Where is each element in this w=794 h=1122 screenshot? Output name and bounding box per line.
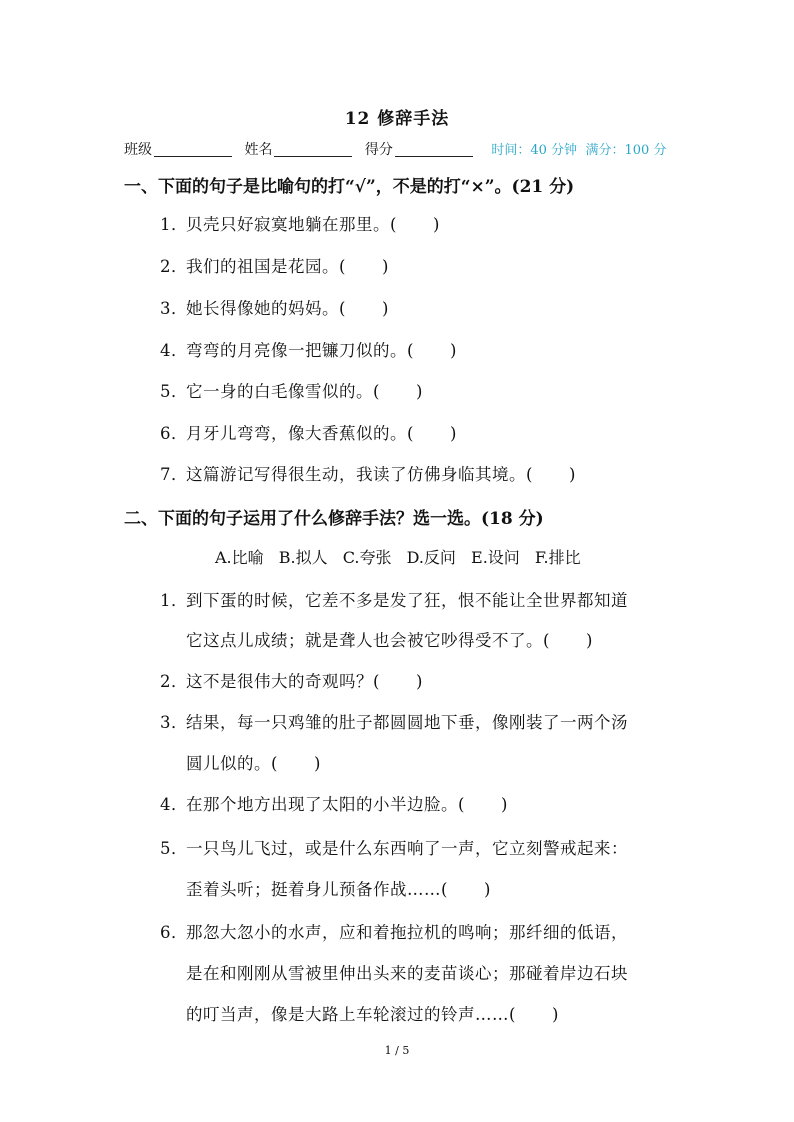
s2-question-4: 4．在那个地方出现了太阳的小半边脸。( ) — [160, 795, 508, 814]
s2-question-6: 6．那忽大忽小的水声，应和着拖拉机的鸣响；那纤细的低语， — [160, 923, 628, 942]
class-label: 班级 — [124, 142, 152, 158]
s2-question-1: 1．到下蛋的时候，它差不多是发了狂，恨不能让全世界都知道 — [160, 591, 628, 610]
name-blank — [274, 142, 352, 157]
s1-question-3: 3．她长得像她的妈妈。( ) — [160, 299, 389, 318]
s1-question-5: 5．它一身的白毛像雪似的。( ) — [160, 382, 423, 401]
section1-heading: 一、下面的句子是比喻句的打“√”，不是的打“×”。(21 分) — [124, 177, 575, 197]
s1-question-1: 1．贝壳只好寂寞地躺在那里。( ) — [160, 215, 440, 234]
option-c: C.夸张 — [342, 548, 392, 567]
answer-options — [215, 545, 591, 568]
time-meta: 时间：40 分钟 — [491, 143, 578, 158]
class-blank — [154, 142, 232, 157]
option-d: D.反问 — [406, 548, 456, 567]
s2-question-1-cont: 它这点儿成绩；就是聋人也会被它吵得受不了。( ) — [186, 631, 593, 650]
score-field — [365, 139, 473, 159]
s2-question-5-cont: 歪着头听；挺着身儿预备作战……( ) — [186, 880, 491, 899]
name-field — [244, 139, 352, 159]
option-b: B.拟人 — [278, 548, 328, 567]
score-blank — [395, 142, 473, 157]
s2-question-6-cont-2: 的叮当声，像是大路上车轮滚过的铃声……( ) — [186, 1005, 559, 1024]
s1-question-4: 4．弯弯的月亮像一把镰刀似的。( ) — [160, 341, 457, 360]
s2-question-3-cont: 圆儿似的。( ) — [186, 754, 321, 773]
s1-question-7: 7．这篇游记写得很生动，我读了仿佛身临其境。( ) — [160, 465, 576, 484]
s1-question-6: 6．月牙儿弯弯，像大香蕉似的。( ) — [160, 424, 457, 443]
s2-question-5: 5．一只鸟儿飞过，或是什么东西响了一声，它立刻警戒起来： — [160, 839, 628, 858]
section2-heading: 二、下面的句子运用了什么修辞手法？选一选。(18 分) — [124, 509, 544, 529]
student-info-row — [124, 139, 684, 159]
option-a: A.比喻 — [215, 548, 264, 567]
page-number: 1 / 5 — [384, 1044, 410, 1057]
option-e: E.设问 — [471, 548, 520, 567]
score-label: 得分 — [364, 142, 393, 158]
s1-question-2: 2．我们的祖国是花园。( ) — [160, 257, 389, 276]
full-score-meta: 满分：100 分 — [585, 143, 667, 158]
page-title: 12 修辞手法 — [344, 109, 450, 129]
class-field — [124, 139, 232, 159]
option-f: F.排比 — [534, 548, 581, 567]
s2-question-3: 3．结果，每一只鸡雏的肚子都圆圆地下垂，像刚装了一两个汤 — [160, 713, 628, 732]
s2-question-6-cont-1: 是在和刚刚从雪被里伸出头来的麦苗谈心；那碰着岸边石块 — [186, 964, 628, 983]
s2-question-2: 2．这不是很伟大的奇观吗？( ) — [160, 672, 423, 691]
name-label: 姓名 — [244, 142, 273, 158]
